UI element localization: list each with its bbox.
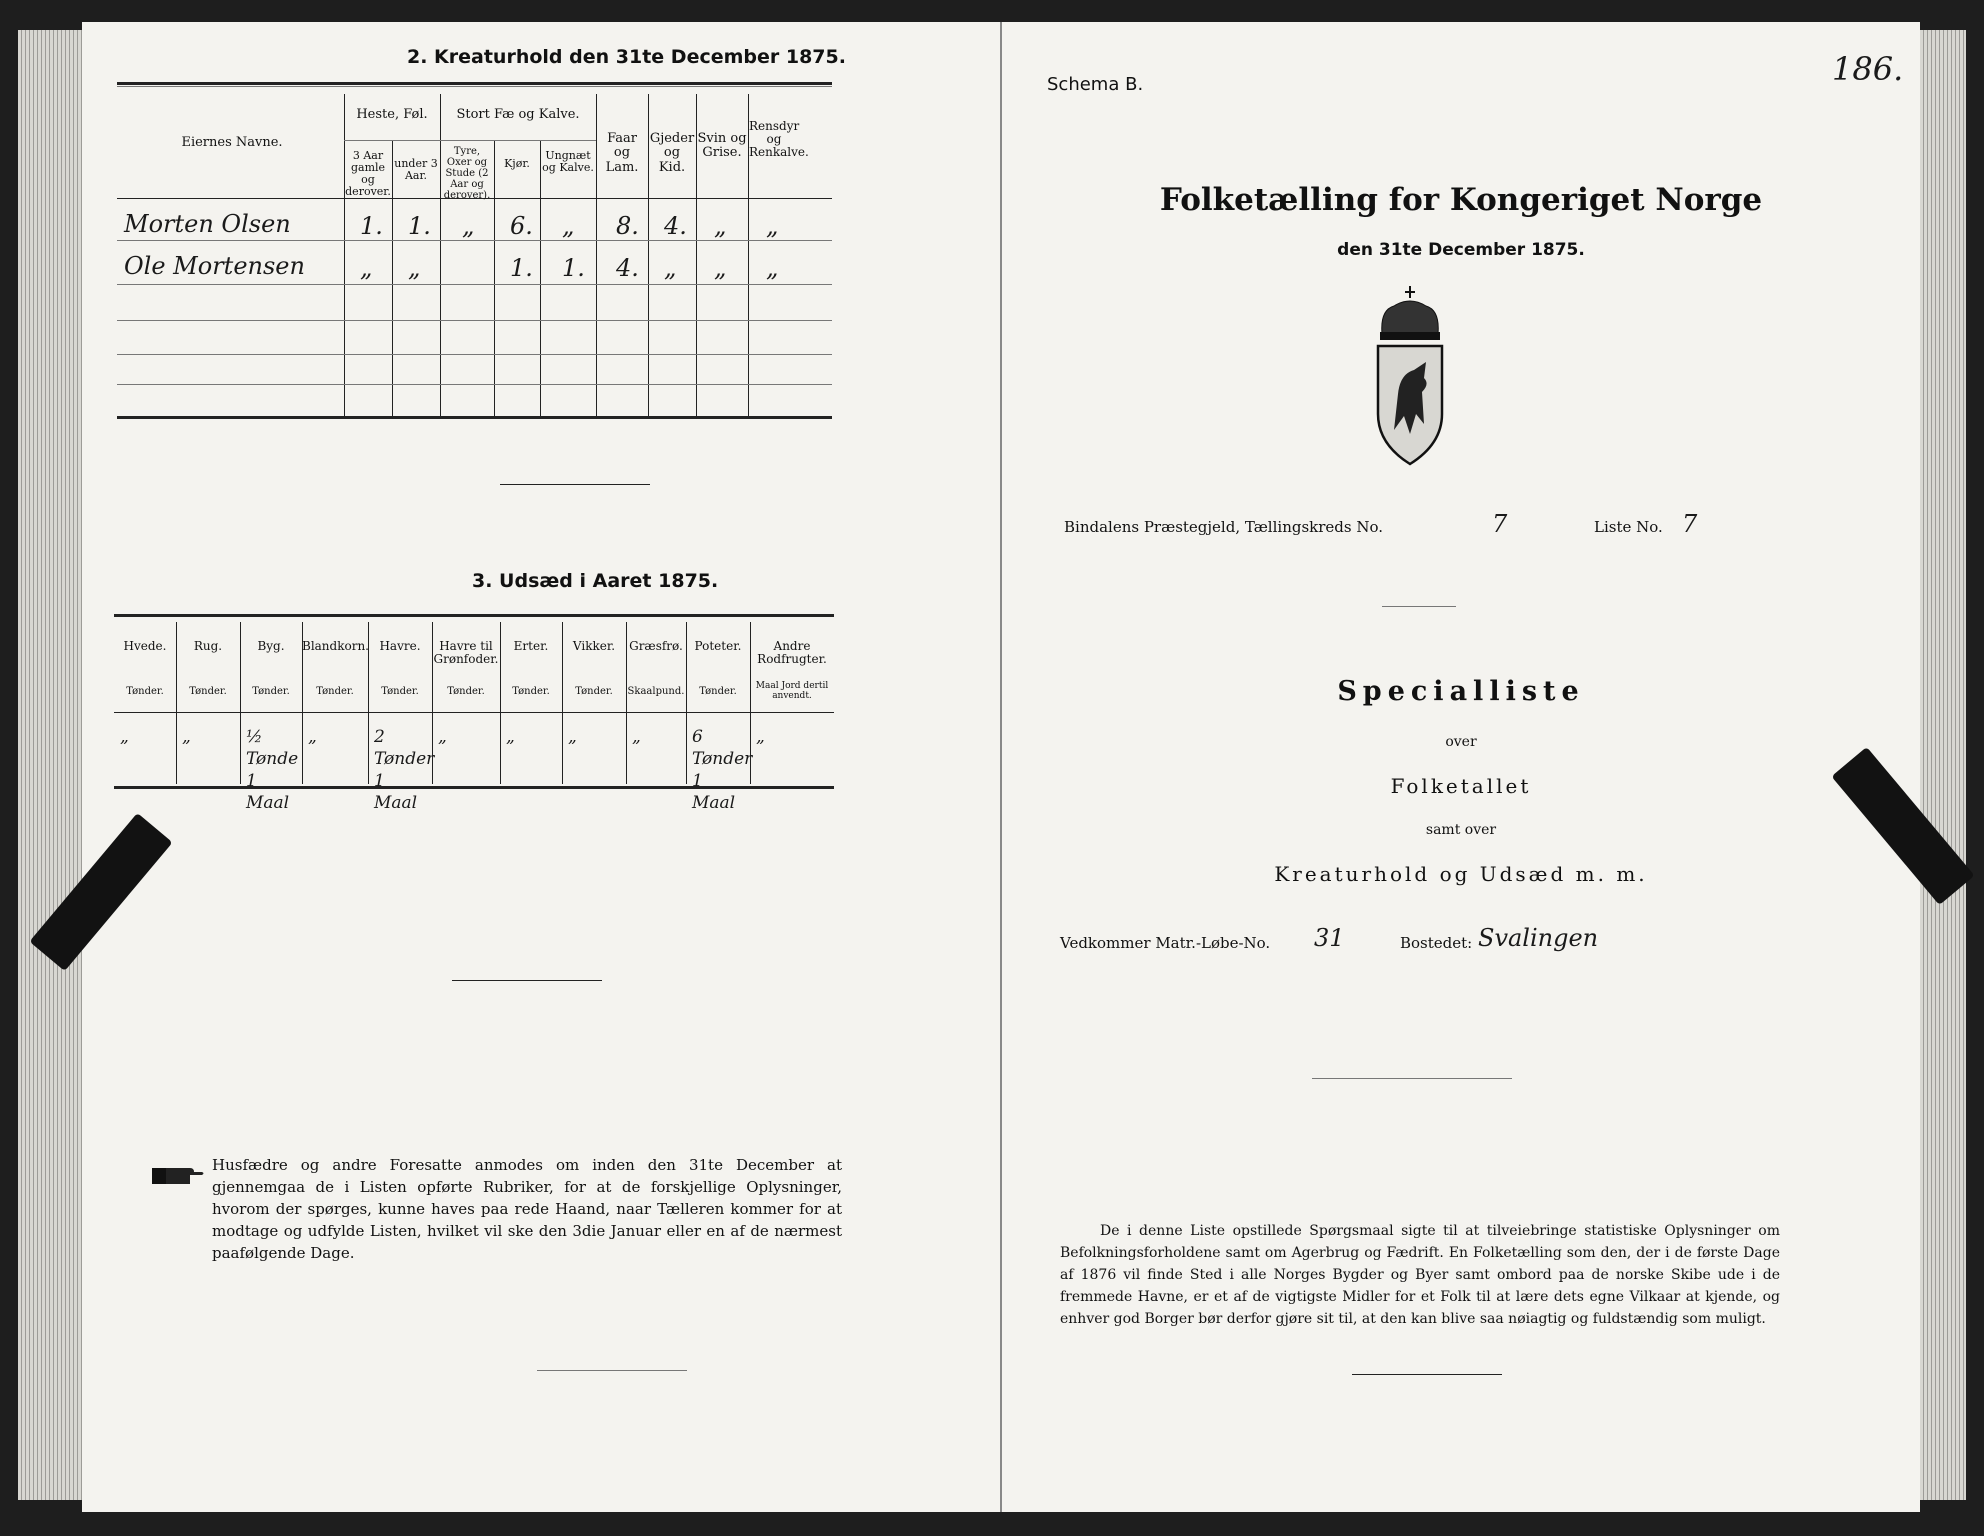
udsaed-unit: Tønder. xyxy=(316,686,354,697)
udsaed-value: „ xyxy=(568,727,577,747)
separator xyxy=(452,980,602,981)
header-fae-b: Kjør. xyxy=(504,157,530,170)
udsaed-value: 6 Tønder 1 Maal xyxy=(692,727,753,813)
udsaed-unit: Maal Jord dertil anvendt. xyxy=(755,681,829,701)
separator xyxy=(1382,606,1456,607)
row1-fae-b: 6. xyxy=(510,212,533,240)
over-text: over xyxy=(1445,734,1477,750)
header-owner: Eiernes Navne. xyxy=(181,135,283,150)
left-page-stack xyxy=(18,30,82,1500)
row2-gjeder: „ xyxy=(664,254,677,282)
bosted-value: Svalingen xyxy=(1478,924,1599,952)
udsaed-header: Andre Rodfrugter. xyxy=(757,639,827,667)
row2-faar: 4. xyxy=(616,254,639,282)
rule xyxy=(114,614,834,617)
separator xyxy=(1312,1078,1512,1079)
specialliste-title: Specialliste xyxy=(1337,676,1585,707)
rule xyxy=(114,712,834,713)
section3-title: 3. Udsæd i Aaret 1875. xyxy=(472,570,719,592)
page-number: 186. xyxy=(1832,50,1904,88)
row1-name: Morten Olsen xyxy=(124,210,291,238)
header-fae: Stort Fæ og Kalve. xyxy=(456,107,580,122)
col-divider xyxy=(596,94,597,416)
header-heste-b: under 3 Aar. xyxy=(394,157,438,183)
header-gjeder: Gjeder og Kid. xyxy=(649,131,695,175)
row2-rensdyr: „ xyxy=(766,254,779,282)
rule xyxy=(117,86,832,87)
liste-no: 7 xyxy=(1682,510,1698,538)
rule xyxy=(117,354,832,355)
district-prefix: Bindalens Præstegjeld, Tællingskreds No. xyxy=(1064,518,1384,536)
udsaed-unit: Tønder. xyxy=(512,686,550,697)
section2-title: 2. Kreaturhold den 31te December 1875. xyxy=(407,46,846,68)
udsaed-unit: Tønder. xyxy=(575,686,613,697)
separator xyxy=(1352,1374,1502,1375)
udsaed-value: „ xyxy=(632,727,641,747)
udsaed-value: „ xyxy=(438,727,447,747)
udsaed-value: „ xyxy=(756,727,765,747)
row1-heste-b: 1. xyxy=(408,212,431,240)
header-faar: Faar og Lam. xyxy=(605,131,639,175)
separator xyxy=(537,1370,687,1371)
row1-svin: „ xyxy=(714,212,727,240)
rule xyxy=(117,82,832,85)
row1-fae-c: „ xyxy=(562,212,575,240)
row2-heste-b: „ xyxy=(408,254,421,282)
udsaed-header: Havre til Grønfoder. xyxy=(433,639,499,667)
udsaed-value: „ xyxy=(120,727,129,747)
udsaed-unit: Skaalpund. xyxy=(627,686,685,697)
udsaed-header: Byg. xyxy=(257,639,285,653)
udsaed-value: „ xyxy=(308,727,317,747)
udsaed-value: „ xyxy=(182,727,191,747)
udsaed-header: Havre. xyxy=(379,639,421,653)
udsaed-unit: Tønder. xyxy=(381,686,419,697)
udsaed-header: Rug. xyxy=(193,639,223,653)
col-divider xyxy=(440,94,441,416)
right-page-stack xyxy=(1920,30,1966,1500)
udsaed-value: 2 Tønder 1 Maal xyxy=(374,727,435,813)
row2-name: Ole Mortensen xyxy=(124,252,305,280)
header-heste: Heste, Føl. xyxy=(356,107,428,122)
matr-no: 31 xyxy=(1314,924,1345,952)
udsaed-unit: Tønder. xyxy=(699,686,737,697)
main-title: Folketælling for Kongeriget Norge xyxy=(1159,182,1763,218)
udsaed-value: „ xyxy=(506,727,515,747)
row2-heste-a: „ xyxy=(360,254,373,282)
row2-svin: „ xyxy=(714,254,727,282)
udsaed-value: ½ Tønde 1 Maal xyxy=(246,727,299,813)
instructions-notice: Husfædre og andre Foresatte anmodes om inden den 31te December at gjennemgaa de i Listen opførte Rubriker, for at de forskjellige Oplysninger, hvorom der spørges, kunne haves paa rede Haand, naar Tælleren kommer for at modtage og udfylde Listen, hvilket vil ske den 3die Januar eller en af de nærmest paafølgende Dage. xyxy=(212,1156,842,1262)
folketallet-text: Folketallet xyxy=(1390,774,1532,798)
header-rensdyr: Rensdyr og Renkalve. xyxy=(749,119,809,160)
pointing-hand-icon xyxy=(150,1162,206,1188)
row2-fae-c: 1. xyxy=(562,254,585,282)
col-divider xyxy=(540,140,541,416)
right-page xyxy=(1002,22,1920,1512)
udsaed-header: Blandkorn. xyxy=(302,639,369,653)
coat-of-arms-icon xyxy=(1370,284,1450,474)
udsaed-unit: Tønder. xyxy=(189,686,227,697)
rule xyxy=(117,240,832,241)
kreds-no: 7 xyxy=(1492,510,1508,538)
schema-label: Schema B. xyxy=(1047,74,1144,95)
col-divider xyxy=(494,140,495,416)
rule xyxy=(117,384,832,385)
udsaed-header: Poteter. xyxy=(694,639,742,653)
date-line: den 31te December 1875. xyxy=(1337,240,1585,260)
header-heste-a: 3 Aar gamle og derover. xyxy=(345,149,391,199)
udsaed-header: Erter. xyxy=(513,639,549,653)
liste-label: Liste No. xyxy=(1594,518,1663,536)
rule xyxy=(117,416,832,419)
row2-fae-b: 1. xyxy=(510,254,533,282)
udsaed-header: Vikker. xyxy=(572,639,616,653)
bosted-label: Bostedet: xyxy=(1400,934,1473,952)
udsaed-unit: Tønder. xyxy=(252,686,290,697)
footer-text: De i denne Liste opstillede Spørgsmaal sigte til at tilveiebringe statistiske Oplysninger om Befolkningsforholdene samt om Agerbrug og Fædrift. En Folketælling som den, der i de første Dage af 1876 vil finde Sted i alle Norges Bygder og Byer samt ombord paa de norske Skibe ude i de fremmede Havne, er et af de vigtigste Midler for et Folk til at lære dets egne Vilkaar at kjende, og enhver god Borger bør derfor gjøre sit til, at den kan blive saa nøiagtig og fuldstændig som muligt. xyxy=(1060,1223,1780,1327)
kreaturhold-text: Kreaturhold og Udsæd m. m. xyxy=(1274,862,1648,886)
header-fae-c: Ungnæt og Kalve. xyxy=(542,149,594,175)
row1-rensdyr: „ xyxy=(766,212,779,240)
row1-heste-a: 1. xyxy=(360,212,383,240)
left-page xyxy=(82,22,1002,1512)
row1-gjeder: 4. xyxy=(664,212,687,240)
udsaed-unit: Tønder. xyxy=(126,686,164,697)
udsaed-header: Hvede. xyxy=(123,639,167,653)
separator xyxy=(500,484,650,485)
row1-fae-a: „ xyxy=(462,212,475,240)
header-svin: Svin og Grise. xyxy=(697,131,747,161)
row1-faar: 8. xyxy=(616,212,639,240)
samt-over-text: samt over xyxy=(1425,822,1497,838)
rule xyxy=(344,140,596,141)
rule xyxy=(117,320,832,321)
matr-label: Vedkommer Matr.-Løbe-No. xyxy=(1060,934,1271,952)
col-divider xyxy=(344,94,345,416)
udsaed-header: Græsfrø. xyxy=(629,639,683,653)
rule xyxy=(117,284,832,285)
udsaed-unit: Tønder. xyxy=(447,686,485,697)
header-fae-a: Tyre, Oxer og Stude (2 Aar og derover). xyxy=(443,146,491,201)
